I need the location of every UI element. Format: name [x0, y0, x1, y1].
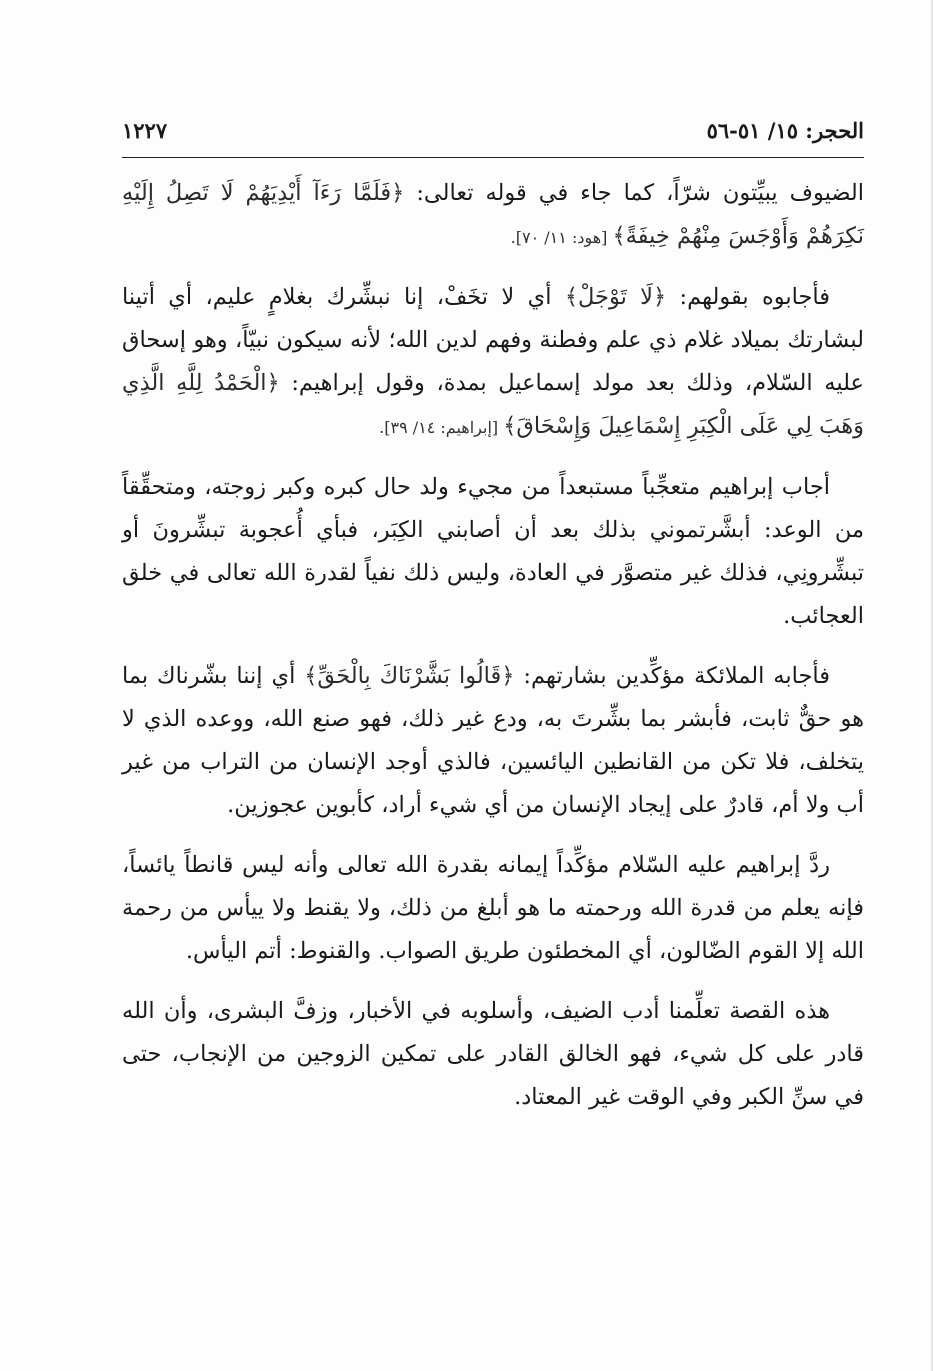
paragraph-text: الضيوف يبيِّتون شرّاً، كما جاء في قوله تعالى:: [404, 180, 864, 206]
quran-verse: ﴿فَلَمَّا رَءَآ أَيْدِيَهُمْ لَا تَصِلُ إِلَيْهِ نَكِرَهُمْ وَأَوْجَسَ مِنْهُمْ خِيفَةً﴾: [122, 180, 864, 249]
paragraph-4: [122, 655, 864, 827]
paragraph-text: فأجابه الملائكة مؤكِّدين بشارتهم:: [514, 663, 830, 689]
paragraph-5: [122, 844, 864, 973]
paragraph-text: هذه القصة تعلِّمنا أدب الضيف، وأسلوبه في الأخبار، وزفَّ البشرى، وأن الله قادر على كل شيء، فهو الخالق القادر على تمكين الزوجين من الإنجاب، حتى في سنِّ الكبر وفي الوقت غير المعتاد.: [122, 998, 864, 1110]
verse-citation: [هود: ١١/ ٧٠].: [510, 228, 613, 247]
page-number: ١٢٢٧: [122, 118, 168, 143]
paragraph-text: أجاب إبراهيم متعجِّباً مستبعداً من مجيء ولد حال كبره وكبر زوجته، ومتحقِّقاً من الوعد: أبشَّرتموني بذلك بعد أن أصابني الكِبَر، فبأي أُعجوبة تبشِّرونَ أو تبشِّرونِي، فذلك غير متصوَّر في العادة، وليس ذلك نفياً لقدرة الله تعالى في خلق العجائب.: [122, 474, 864, 629]
paragraph-2: [122, 276, 864, 449]
page-header: [122, 112, 864, 152]
paragraph-text: أي لا تخَفْ، إنا نبشِّرك بغلامٍ عليم، أي أتينا لبشارتك بميلاد غلام ذي علم وفطنة وفهم لدين الله؛ لأنه سيكون نبيّاً، وهو إسحاق عليه السّلام، وذلك بعد مولد إسماعيل بمدة، وقول إبراهيم:: [122, 284, 864, 396]
paragraph-text: ردَّ إبراهيم عليه السّلام مؤكِّداً إيمانه بقدرة الله تعالى وأنه ليس قانطاً يائساً، فإنه يعلم من قدرة الله ورحمته ما هو أبلغ من ذلك، ولا يقنط ولا ييأس من رحمة الله إلا القوم الضّالون، أي المخطئون طريق الصواب. والقنوط: أتم اليأس.: [122, 852, 864, 964]
paragraph-text: أي إننا بشّرناك بما هو حقٌّ ثابت، فأبشر بما بشِّرتَ به، ودع غير ذلك، فهو صنع الله، ووعده الذي لا يتخلف، فلا تكن من القانطين اليائسين، فالذي أوجد الإنسان من التراب من غير أب ولا أم، قادرٌ على إيجاد الإنسان من أي شيء أراد، كأبوين عجوزين.: [122, 663, 864, 818]
quran-verse: ﴿الْحَمْدُ لِلَّهِ الَّذِي وَهَبَ لِي عَلَى الْكِبَرِ إِسْمَاعِيلَ وَإِسْحَاقَ﴾: [122, 370, 864, 439]
paragraph-1: [122, 172, 864, 259]
surah-reference: الحجر: ١٥/ ٥١-٥٦: [706, 118, 864, 143]
quran-verse: ﴿قَالُوا بَشَّرْنَاكَ بِالْحَقِّ﴾: [304, 663, 515, 689]
quran-verse: ﴿لَا تَوْجَلْ﴾: [564, 284, 667, 310]
header-rule: [122, 157, 864, 158]
page-body: [122, 172, 864, 1136]
verse-citation: [إبراهيم: ١٤/ ٣٩].: [379, 418, 504, 437]
paragraph-text: فأجابوه بقولهم:: [666, 284, 830, 310]
paragraph-3: [122, 466, 864, 638]
paragraph-6: [122, 990, 864, 1119]
